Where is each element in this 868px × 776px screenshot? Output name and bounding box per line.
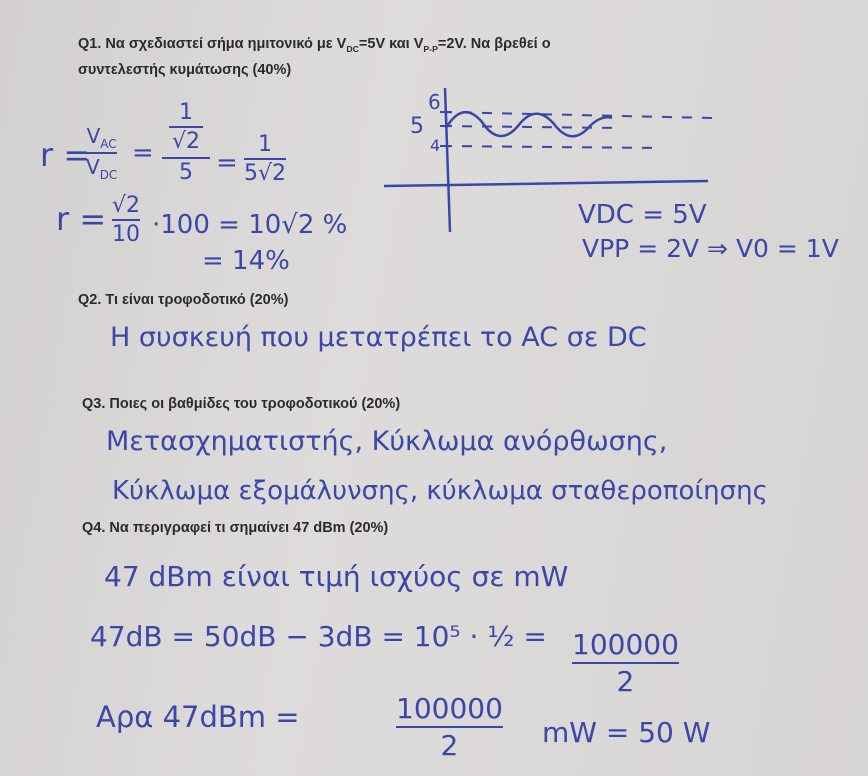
r3-result: = 14% xyxy=(202,246,290,276)
q2-title: Q2. Τι είναι τροφοδοτικό (20%) xyxy=(78,292,289,308)
q3-answer-line1: Μετασχηματιστής, Κύκλωμα ανόρθωσης, xyxy=(106,426,668,457)
vdc-sub: DC xyxy=(99,168,118,182)
num-one: 1 xyxy=(179,100,193,125)
q4-fraction-2 xyxy=(396,692,503,762)
vpp-result: VPP = 2V ⇒ V0 = 1V xyxy=(582,234,839,263)
vac-sub: AC xyxy=(100,137,117,151)
ten: 10 xyxy=(112,222,140,247)
graph-label-6: 6 xyxy=(428,90,441,114)
sine-wave xyxy=(446,112,612,136)
sqrt2-b: √2 xyxy=(112,193,141,218)
q3-answer-line2: Κύκλωμα εξομάλυνσης, κύκλωμα σταθεροποίησης xyxy=(112,476,768,506)
q2-answer: Η συσκευή που μετατρέπει το AC σε DC xyxy=(110,322,647,353)
y-axis xyxy=(445,88,450,232)
equals-1: = xyxy=(132,138,154,168)
q4-fraction-1 xyxy=(572,628,679,698)
q1-title-line2: συντελεστής κυμάτωσης (40%) xyxy=(78,61,292,78)
r2-label: r = xyxy=(56,200,107,238)
ticks xyxy=(440,112,452,146)
num-one-b: 1 xyxy=(258,132,272,157)
vdc-symbol: V xyxy=(86,155,100,179)
dashed-levels xyxy=(442,112,712,148)
one-over-5sqrt2 xyxy=(244,132,286,186)
equals-2: = xyxy=(216,148,238,178)
q1-title-sub-dc: DC xyxy=(346,43,359,54)
vac-over-vdc xyxy=(86,124,117,182)
q4-line1: 47 dBm είναι τιμή ισχύος σε mW xyxy=(104,560,569,593)
sqrt2: √2 xyxy=(171,129,200,154)
q1-title-sub-pp: P-P xyxy=(423,43,438,54)
den-5sqrt2: 5√2 xyxy=(244,161,287,186)
vdc-result: VDC = 5V xyxy=(578,200,707,230)
q4-frac1-den: 2 xyxy=(616,665,635,698)
graph-label-4: 4 xyxy=(430,136,441,155)
q4-frac2-num: 100000 xyxy=(396,692,503,725)
r2-rest: ·100 = 10√2 % xyxy=(152,210,348,240)
q4-frac1-num: 100000 xyxy=(572,628,679,661)
q4-line2: 47dB = 50dB − 3dB = 10⁵ · ½ = xyxy=(90,620,547,653)
q4-title: Q4. Να περιγραφεί τι σημαίνει 47 dBm (20%) xyxy=(82,520,389,536)
sqrt2-over-10 xyxy=(112,193,140,247)
q1-title-part: Q1. Να σχεδιαστεί σήμα ημιτονικό με V xyxy=(78,36,347,52)
r-label: r = xyxy=(40,136,91,174)
q1-title xyxy=(78,34,758,81)
vac-symbol: V xyxy=(86,124,101,148)
q4-line3-b: mW = 50 W xyxy=(542,716,711,749)
q1-title-end: =2V. Να βρεθεί ο xyxy=(437,36,551,52)
den-five: 5 xyxy=(179,160,193,185)
graph-label-5: 5 xyxy=(410,114,424,139)
x-axis xyxy=(384,181,708,186)
q4-line3-a: Αρα 47dBm = xyxy=(96,700,300,734)
q4-frac2-den: 2 xyxy=(440,729,459,762)
nested-fraction xyxy=(162,100,210,185)
q3-title: Q3. Ποιες οι βαθμίδες του τροφοδοτικού (20%) xyxy=(82,396,401,412)
q1-title-mid: =5V και V xyxy=(358,36,424,52)
